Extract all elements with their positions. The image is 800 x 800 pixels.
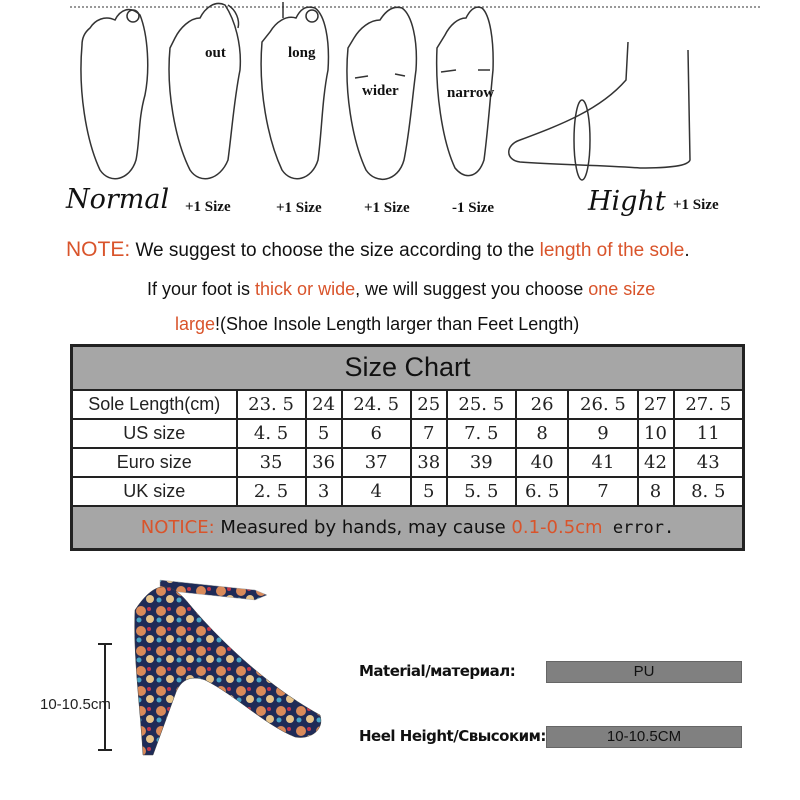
note-prefix: NOTE: — [66, 238, 131, 261]
size-hint-high: +1 Size — [673, 197, 719, 213]
size-chart-title: Size Chart — [72, 346, 744, 390]
shoe-image — [95, 565, 355, 775]
note-line-2: If your foot is thick or wide, we will suggest you choose one size — [147, 279, 656, 299]
table-row-uk-size: UK size 2. 5 3 4 5 5. 5 6. 5 7 8 8. 5 — [72, 477, 744, 506]
heel-height-value: 10-10.5CM — [546, 726, 742, 748]
heel-height-spec-label: Heel Height/Свысоким: — [359, 727, 546, 745]
caption-high: Hight — [588, 186, 666, 217]
size-hint-narrow: -1 Size — [452, 200, 495, 216]
material-label: Material/материал: — [359, 662, 516, 680]
row-label: UK size — [72, 477, 237, 506]
foot-out-icon — [169, 3, 240, 178]
caption-normal: Normal — [66, 184, 170, 215]
foot-annotation-out: out — [205, 45, 226, 61]
table-row-euro-size: Euro size 35 36 37 38 39 40 41 42 43 — [72, 448, 744, 477]
row-label: Euro size — [72, 448, 237, 477]
heel-height-label: 10-10.5cm — [40, 696, 111, 713]
row-label: US size — [72, 419, 237, 448]
note-highlight-sole: length of the sole — [539, 240, 685, 261]
foot-normal-icon — [81, 10, 148, 179]
size-hint-out: +1 Size — [185, 199, 231, 215]
row-label: Sole Length(cm) — [72, 390, 237, 419]
note-line-3: large!(Shoe Insole Length larger than Feet Length) — [175, 314, 580, 334]
foot-illustrations — [0, 0, 800, 200]
size-chart-table — [70, 344, 745, 551]
measurement-notice: NOTICE: Measured by hands, may cause 0.1-0.5cm error. — [72, 506, 744, 550]
table-row-sole-length: Sole Length(cm) 23. 5 24 24. 5 25 25. 5 26 26. 5 27 27. 5 — [72, 390, 744, 419]
size-hint-wider: +1 Size — [364, 200, 410, 216]
note-line-1: NOTE: We suggest to choose the size according to the length of the sole. — [66, 238, 690, 261]
foot-high-icon — [509, 42, 690, 180]
material-value: PU — [546, 661, 742, 683]
foot-annotation-wider: wider — [362, 83, 399, 99]
foot-long-icon — [261, 2, 328, 179]
table-row-us-size: US size 4. 5 5 6 7 7. 5 8 9 10 11 — [72, 419, 744, 448]
size-hint-long: +1 Size — [276, 200, 322, 216]
foot-annotation-long: long — [288, 45, 316, 61]
foot-annotation-narrow: narrow — [447, 85, 495, 101]
